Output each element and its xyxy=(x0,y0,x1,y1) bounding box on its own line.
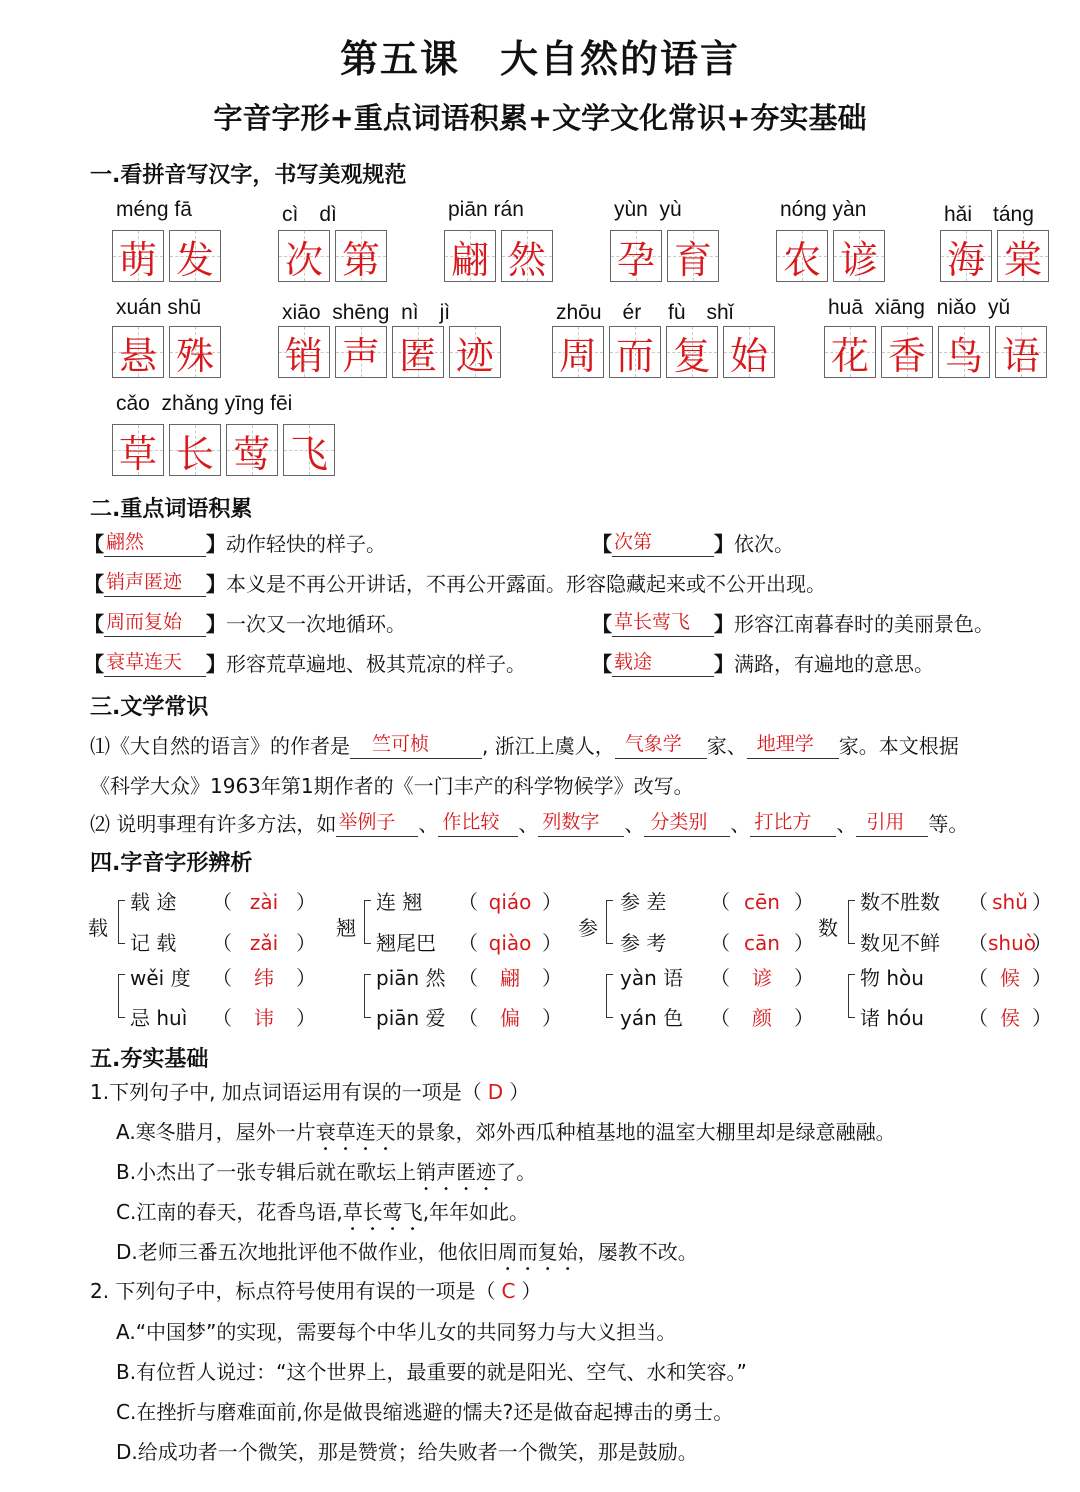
bracket xyxy=(848,900,855,944)
char-answer: 棠 xyxy=(1003,237,1042,282)
literature-line-1: ⑴《大自然的语言》的作者是 竺可桢 , 浙江上虞人， 气象学 家、 地理学 家。本文根据 xyxy=(90,733,959,758)
polyphone-key: 载 xyxy=(88,916,108,940)
char-grid xyxy=(278,230,392,282)
char-answer: 始 xyxy=(729,333,768,378)
option-b: B.有位哲人说过：“这个世界上，最重要的就是阳光、空气、水和笑容。” xyxy=(116,1360,747,1384)
char-cell xyxy=(995,326,1047,378)
vocab-item: 【 衰草连天 】形容荒草遍地、极其荒凉的样子。 xyxy=(84,651,526,676)
pinyin-label: xuán shū xyxy=(116,296,202,319)
bracket xyxy=(364,900,371,944)
bracket xyxy=(606,900,613,944)
word: 参 考 xyxy=(620,931,667,955)
char-answer: 语 xyxy=(1001,333,1040,378)
section2-heading: 二.重点词语积累 xyxy=(90,497,253,522)
char-answer: 次 xyxy=(284,237,323,282)
char-cell xyxy=(940,230,992,282)
answer: 谚 xyxy=(752,966,772,990)
section4-heading: 四.字音字形辨析 xyxy=(90,851,253,876)
polyphone-key: 数 xyxy=(818,916,838,940)
option-c: C.在挫折与磨难面前,你是做畏缩逃避的懦夫?还是做奋起搏击的勇士。 xyxy=(116,1400,734,1424)
char-cell xyxy=(610,230,662,282)
vocab-item: 【 次第 】依次。 xyxy=(592,531,794,556)
char-cell xyxy=(278,230,330,282)
answer: qiáo xyxy=(488,890,532,914)
char-answer: 长 xyxy=(175,431,214,476)
char-answer: 孕 xyxy=(616,237,655,282)
char-cell xyxy=(444,230,496,282)
char-answer: 萌 xyxy=(118,237,157,282)
polyphone-key: 翘 xyxy=(336,916,356,940)
char-cell xyxy=(881,326,933,378)
question-1: 1.下列句子中, 加点词语运用有误的一项是（ D ） xyxy=(90,1080,530,1104)
char-cell xyxy=(833,230,885,282)
answer: 讳 xyxy=(254,1006,274,1030)
pinyin-label: hǎi táng xyxy=(944,203,1034,226)
char-answer: 鸟 xyxy=(944,333,983,378)
option-c: C.江南的春天，花香鸟语,草长莺飞,年年如此。 xyxy=(116,1200,530,1224)
char-answer: 销 xyxy=(284,333,323,378)
char-cell xyxy=(938,326,990,378)
answer: shuò xyxy=(988,931,1037,955)
word: 连 翘 xyxy=(376,890,423,914)
char-cell xyxy=(392,326,444,378)
char-grid xyxy=(112,424,340,476)
vocab-item: 【 载途 】满路，有遍地的意思。 xyxy=(592,651,934,676)
char-grid xyxy=(940,230,1054,282)
char-grid xyxy=(112,230,226,282)
char-cell xyxy=(335,326,387,378)
char-cell xyxy=(169,424,221,476)
char-answer: 迹 xyxy=(455,333,494,378)
char-answer: 飞 xyxy=(289,431,328,476)
char-cell xyxy=(997,230,1049,282)
answer: 偏 xyxy=(500,1006,520,1030)
char-grid xyxy=(610,230,724,282)
vocab-item: 【 翩然 】动作轻快的样子。 xyxy=(84,531,386,556)
char-grid xyxy=(444,230,558,282)
word: 数不胜数 xyxy=(860,890,940,914)
section1-heading: 一.看拼音写汉字，书写美观规范 xyxy=(90,163,407,188)
page-title: 第五课 大自然的语言 xyxy=(339,37,740,81)
bracket xyxy=(364,974,371,1018)
char-answer: 花 xyxy=(830,333,869,378)
answer: shǔ xyxy=(992,890,1028,914)
char-cell xyxy=(112,424,164,476)
char-cell xyxy=(169,326,221,378)
char-answer: 翩 xyxy=(450,237,489,282)
char-answer: 莺 xyxy=(232,431,271,476)
answer: 侯 xyxy=(1000,1006,1020,1030)
pinyin-label: nóng yàn xyxy=(780,198,867,221)
char-answer: 育 xyxy=(673,237,712,282)
char-answer: 谚 xyxy=(839,237,878,282)
char-cell xyxy=(169,230,221,282)
bracket xyxy=(118,974,125,1018)
answer: zài xyxy=(249,890,279,914)
answer: 纬 xyxy=(254,966,274,990)
char-answer: 悬 xyxy=(118,333,157,378)
word: 翘尾巴 xyxy=(376,931,436,955)
char-cell xyxy=(667,230,719,282)
literature-line-3: ⑵ 说明事理有许多方法，如 举例子 、 作比较 、 列数字 、 分类别 、 打比方 、 引用 等。 xyxy=(90,811,969,836)
char-grid xyxy=(112,326,226,378)
question-2: 2. 下列句子中，标点符号使用有误的一项是（ C ） xyxy=(90,1279,542,1303)
pinyin-label: cǎo zhǎng yīng fēi xyxy=(116,392,293,415)
vocab-item: 【 周而复始 】一次又一次地循环。 xyxy=(84,611,406,636)
option-b: B.小杰出了一张专辑后就在歌坛上销声匿迹了。 xyxy=(116,1160,537,1184)
word: 数见不鲜 xyxy=(860,931,940,955)
char-answer: 然 xyxy=(507,237,546,282)
word: wěi 度 xyxy=(130,966,191,990)
word: piān 爱 xyxy=(376,1006,446,1030)
answer: qiào xyxy=(488,931,532,955)
pinyin-label: yùn yù xyxy=(614,198,682,221)
char-answer: 草 xyxy=(118,431,157,476)
char-grid xyxy=(824,326,1052,378)
char-cell xyxy=(112,230,164,282)
char-cell xyxy=(552,326,604,378)
pinyin-label: huā xiāng niǎo yǔ xyxy=(828,296,1011,319)
pinyin-label: zhōu ér fù shǐ xyxy=(556,301,734,324)
vocab-item: 【 销声匿迹 】本义是不再公开讲话，不再公开露面。形容隐藏起来或不公开出现。 xyxy=(84,571,826,596)
word: yàn 语 xyxy=(620,966,684,990)
char-grid xyxy=(278,326,506,378)
word: 物 hòu xyxy=(860,966,924,990)
char-answer: 殊 xyxy=(175,333,214,378)
answer: cān xyxy=(744,931,780,955)
section3-heading: 三.文学常识 xyxy=(90,695,209,720)
char-cell xyxy=(112,326,164,378)
char-cell xyxy=(609,326,661,378)
word: 记 载 xyxy=(130,931,177,955)
answer: 颜 xyxy=(752,1006,772,1030)
word: piān 然 xyxy=(376,966,446,990)
char-cell xyxy=(278,326,330,378)
word: 诸 hóu xyxy=(860,1006,924,1030)
vocab-item: 【 草长莺飞 】形容江南暮春时的美丽景色。 xyxy=(592,611,994,636)
char-cell xyxy=(501,230,553,282)
word: 载 途 xyxy=(130,890,177,914)
bracket xyxy=(606,974,613,1018)
pinyin-label: cì dì xyxy=(282,203,337,226)
option-a: A.“中国梦”的实现，需要每个中华儿女的共同努力与大义担当。 xyxy=(116,1320,677,1344)
bracket xyxy=(118,900,125,944)
pinyin-label: xiāo shēng nì jì xyxy=(282,301,451,324)
char-answer: 声 xyxy=(341,333,380,378)
char-cell xyxy=(449,326,501,378)
answer: zǎi xyxy=(249,931,279,955)
polyphone-key: 参 xyxy=(578,916,598,940)
word: 忌 huì xyxy=(130,1006,188,1030)
option-d: D.老师三番五次地批评他不做作业，他依旧周而复始，屡教不改。 xyxy=(116,1240,698,1264)
char-answer: 匿 xyxy=(398,333,437,378)
char-grid xyxy=(552,326,780,378)
char-answer: 发 xyxy=(175,237,214,282)
question-1-answer: D xyxy=(487,1080,504,1104)
option-a: A.寒冬腊月，屋外一片衰草连天的景象，郊外西瓜种植基地的温室大棚里却是绿意融融。 xyxy=(116,1120,896,1144)
char-answer: 周 xyxy=(558,333,597,378)
page-subtitle: 字音字形+重点词语积累+文学文化常识+夯实基础 xyxy=(213,101,867,135)
answer: 翩 xyxy=(500,966,520,990)
word: yán 色 xyxy=(620,1006,684,1030)
section5-heading: 五.夯实基础 xyxy=(90,1047,209,1072)
char-cell xyxy=(776,230,828,282)
char-cell xyxy=(283,424,335,476)
char-answer: 海 xyxy=(946,237,985,282)
bracket xyxy=(848,974,855,1018)
char-answer: 农 xyxy=(782,237,821,282)
char-cell xyxy=(335,230,387,282)
char-answer: 而 xyxy=(615,333,654,378)
pinyin-label: méng fā xyxy=(116,198,192,221)
answer: cēn xyxy=(744,890,780,914)
char-cell xyxy=(723,326,775,378)
char-cell xyxy=(226,424,278,476)
pinyin-label: piān rán xyxy=(448,198,524,221)
literature-line-2: 《科学大众》1963年第1期作者的《一门丰产的科学物候学》改写。 xyxy=(90,774,694,798)
answer: 候 xyxy=(1000,966,1020,990)
option-d: D.给成功者一个微笑，那是赞赏；给失败者一个微笑，那是鼓励。 xyxy=(116,1440,698,1464)
char-answer: 香 xyxy=(887,333,926,378)
char-grid xyxy=(776,230,890,282)
word: 参 差 xyxy=(620,890,667,914)
question-2-answer: C xyxy=(501,1279,516,1303)
char-answer: 复 xyxy=(672,333,711,378)
char-cell xyxy=(666,326,718,378)
char-cell xyxy=(824,326,876,378)
char-answer: 第 xyxy=(341,237,380,282)
